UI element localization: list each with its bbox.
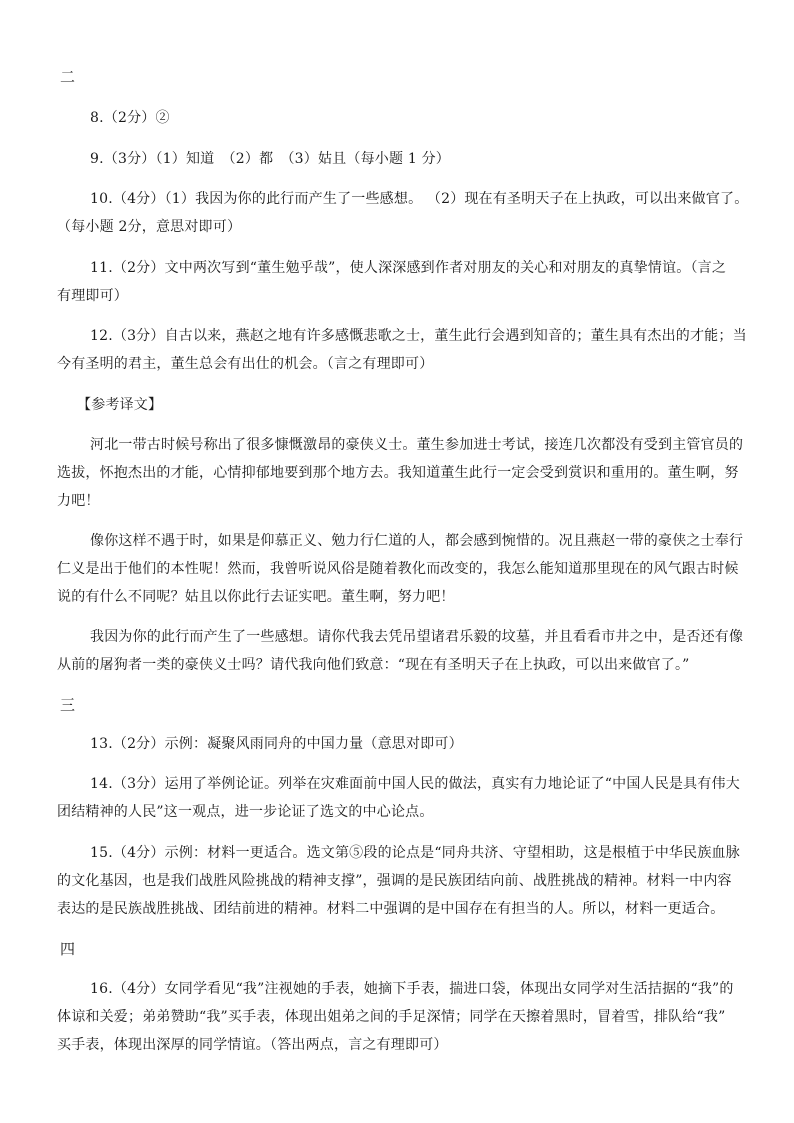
answer-q8: 8.（2分）② bbox=[90, 110, 170, 126]
answer-q12-line2: 今有圣明的君主，董生总会有出仕的机会。（言之有理即可） bbox=[57, 356, 434, 372]
answer-q13: 13.（2分）示例：凝聚风雨同舟的中国力量（意思对即可） bbox=[90, 736, 463, 752]
translation-p3-line2: 从前的屠狗者一类的豪侠义士吗？请代我向他们致意：“现在有圣明天子在上执政，可以出来做官了。” bbox=[57, 657, 690, 673]
answer-q15-line1: 15.（4分）示例：材料一更适合。选文第⑤段的论点是“同舟共济、守望相助，这是根植于中华民族血脉 bbox=[90, 845, 740, 861]
answer-q14-line1: 14.（3分）运用了举例论证。列举在灾难面前中国人民的做法，真实有力地论证了“中国人民是具有伟大 bbox=[90, 776, 740, 792]
translation-p1-line2: 选拔，怀抱杰出的才能，心情抑郁地要到那个地方去。我知道董生此行一定会受到赏识和重用的。董生啊，努 bbox=[57, 465, 739, 481]
section-heading-4: 四 bbox=[60, 940, 76, 958]
section-heading-2: 二 bbox=[60, 68, 76, 86]
answer-q16-line1: 16.（4分）女同学看见“我”注视她的手表，她摘下手表，揣进口袋，体现出女同学对生活拮据的“我”的 bbox=[90, 981, 734, 997]
answer-q11-line1: 11.（2分）文中两次写到“董生勉乎哉”，使人深深感到作者对朋友的关心和对朋友的真挚情谊。（言之 bbox=[90, 260, 727, 276]
answer-q16-line3: 买手表，体现出深厚的同学情谊。（答出两点，言之有理即可） bbox=[57, 1037, 448, 1053]
translation-p2-line3: 说的有什么不同呢？姑且以你此行去证实吧。董生啊，努力吧！ bbox=[57, 589, 455, 605]
translation-p1-line1: 河北一带古时候号称出了很多慷慨激昂的豪侠义士。董生参加进士考试，接连几次都没有受到主管官员的 bbox=[90, 437, 744, 453]
answer-q10-line1: 10.（4分）（1）我因为你的此行而产生了一些感想。 （2）现在有圣明天子在上执政，可以出来做官了。 bbox=[90, 191, 749, 207]
answer-q9: 9.（3分）（1）知道 （2）都 （3）姑且（每小题 1 分） bbox=[90, 151, 450, 167]
translation-p2-line2: 仁义是出于他们的本性呢！然而，我曾听说风俗是随着教化而改变的，我怎么能知道那里现在的风气跟古时候 bbox=[57, 561, 739, 577]
answer-q11-line2: 有理即可） bbox=[57, 288, 128, 304]
translation-title: 【参考译文】 bbox=[77, 397, 163, 413]
answer-q15-line3: 表达的是民族战胜挑战、团结前进的精神。材料二中强调的是中国存在有担当的人。所以，材料一更适合。 bbox=[57, 901, 725, 917]
section-heading-3: 三 bbox=[60, 696, 76, 714]
translation-p1-line3: 力吧！ bbox=[57, 493, 100, 509]
translation-p3-line1: 我因为你的此行而产生了一些感想。请你代我去凭吊望诸君乐毅的坟墓，并且看看市井之中，是否还有像 bbox=[90, 629, 744, 645]
answer-q12-line1: 12.（3分）自古以来，燕赵之地有许多感慨悲歌之士，董生此行会遇到知音的；董生具有杰出的才能；当 bbox=[90, 328, 747, 344]
answer-q16-line2: 体谅和关爱；弟弟赞助“我”买手表，体现出姐弟之间的手足深情；同学在天擦着黑时，冒着雪，排队给“我” bbox=[57, 1009, 726, 1025]
answer-q14-line2: 团结精神的人民”这一观点，进一步论证了选文的中心论点。 bbox=[57, 804, 434, 820]
translation-p2-line1: 像你这样不遇于时，如果是仰慕正义、勉力行仁道的人，都会感到惋惜的。况且燕赵一带的豪侠之士奉行 bbox=[90, 533, 744, 549]
answer-q10-line2: （每小题 2分，意思对即可） bbox=[57, 219, 242, 235]
answer-q15-line2: 的文化基因，也是我们战胜风险挑战的精神支撑”，强调的是民族团结向前、战胜挑战的精神。材料一中内容 bbox=[57, 873, 732, 889]
